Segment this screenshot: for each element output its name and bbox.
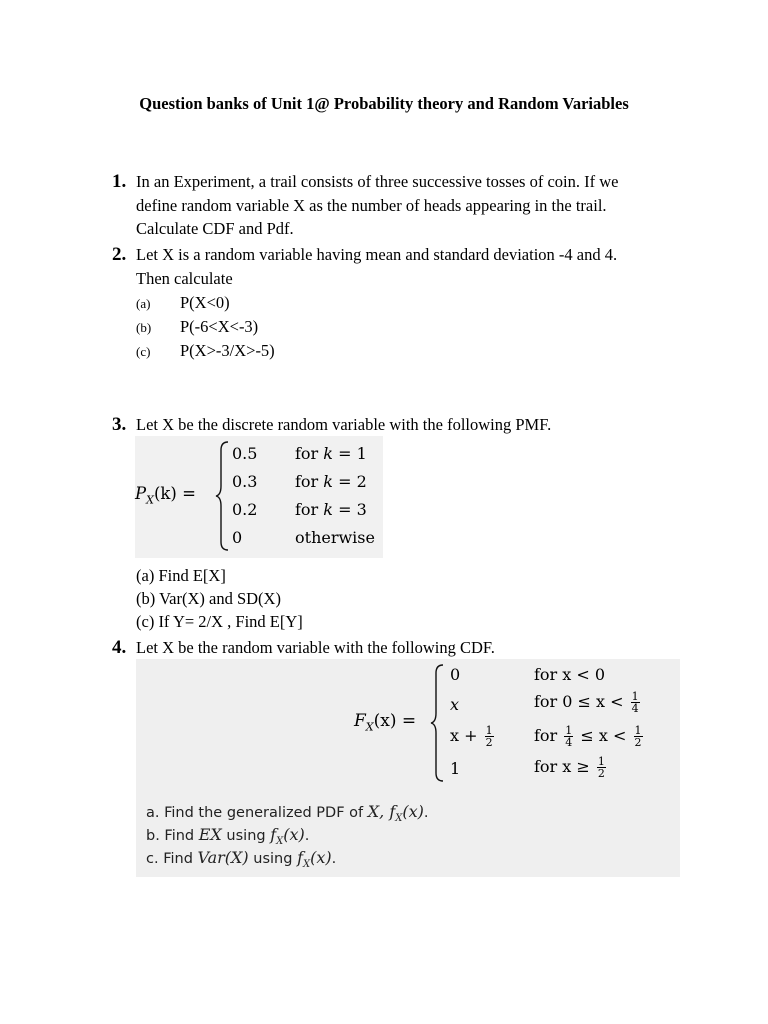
sub-question (136, 315, 258, 340)
cdf-condition: for 0 ≤ x < $\frac{1}{4}$ (534, 690, 639, 715)
page-title: Question banks of Unit 1@ Probability theory and Random Variables (139, 94, 629, 113)
pmf-condition: for k = 1 (295, 444, 367, 463)
question-number: 3. (112, 414, 127, 435)
pmf-value: 0.5 (232, 444, 258, 463)
cdf-part-a: a. Find the generalized PDF of X, $f_X(x)$. (146, 802, 429, 824)
cdf-part-b: b. Find EX using $f_X(x)$. (146, 825, 310, 847)
pmf-lhs: $P_X(k)$ = (135, 484, 196, 507)
text-line: Calculate CDF and Pdf. (136, 219, 294, 238)
question-text: Let X be the random variable with the following CDF. (136, 638, 495, 657)
text-line: Then calculate (136, 268, 233, 288)
sub-question (136, 339, 275, 364)
cdf-value: 0 (450, 665, 461, 684)
cdf-condition: for x < 0 (534, 665, 606, 684)
sub-question: (c) If Y= 2/X , Find E[Y] (136, 612, 303, 631)
pmf-equation (135, 436, 383, 558)
pmf-condition: for k = 2 (295, 472, 367, 491)
text-line: Let X is a random variable having mean and standard deviation -4 and 4. (136, 245, 618, 264)
cdf-condition: for x ≥ $\frac{1}{2}$ (534, 755, 605, 780)
text-line: define random variable X as the number of heads appearing in the trail. (136, 195, 607, 215)
question-number: 2. (112, 244, 127, 265)
cdf-value: 1 (450, 759, 461, 778)
sub-text: P(-6<X<-3) (180, 317, 259, 336)
cdf-lhs: $F_X(x)$ = (354, 711, 417, 734)
sub-label: (c) (136, 344, 151, 359)
cdf-equation (136, 659, 680, 877)
sub-label: (a) (136, 296, 151, 311)
cdf-value: x + $\frac{1}{2}$ (450, 724, 493, 749)
sub-question (136, 291, 230, 316)
pmf-value: 0 (232, 528, 243, 547)
sub-label: (b) (136, 320, 152, 335)
left-brace (430, 663, 446, 783)
pmf-condition: for k = 3 (295, 500, 367, 519)
question-text: Let X be the discrete random variable with the following PMF. (136, 415, 552, 434)
question-text (136, 170, 618, 241)
question-number: 4. (112, 637, 127, 658)
sub-question: (a) Find E[X] (136, 566, 226, 585)
question-number: 1. (112, 171, 127, 192)
pmf-condition: otherwise (295, 528, 375, 547)
sub-text: P(X<0) (180, 293, 230, 312)
cdf-part-c: c. Find Var(X) using $f_X(x)$. (146, 848, 337, 870)
left-brace (215, 440, 231, 552)
pmf-value: 0.2 (232, 500, 258, 519)
question-text (136, 243, 617, 290)
sub-text: P(X>-3/X>-5) (180, 341, 275, 360)
sub-question: (b) Var(X) and SD(X) (136, 589, 281, 608)
cdf-condition: for $\frac{1}{4}$ ≤ x < $\frac{1}{2}$ (534, 724, 642, 749)
text-line: In an Experiment, a trail consists of three successive tosses of coin. If we (136, 172, 619, 191)
cdf-value: x (450, 695, 460, 714)
pmf-value: 0.3 (232, 472, 258, 491)
